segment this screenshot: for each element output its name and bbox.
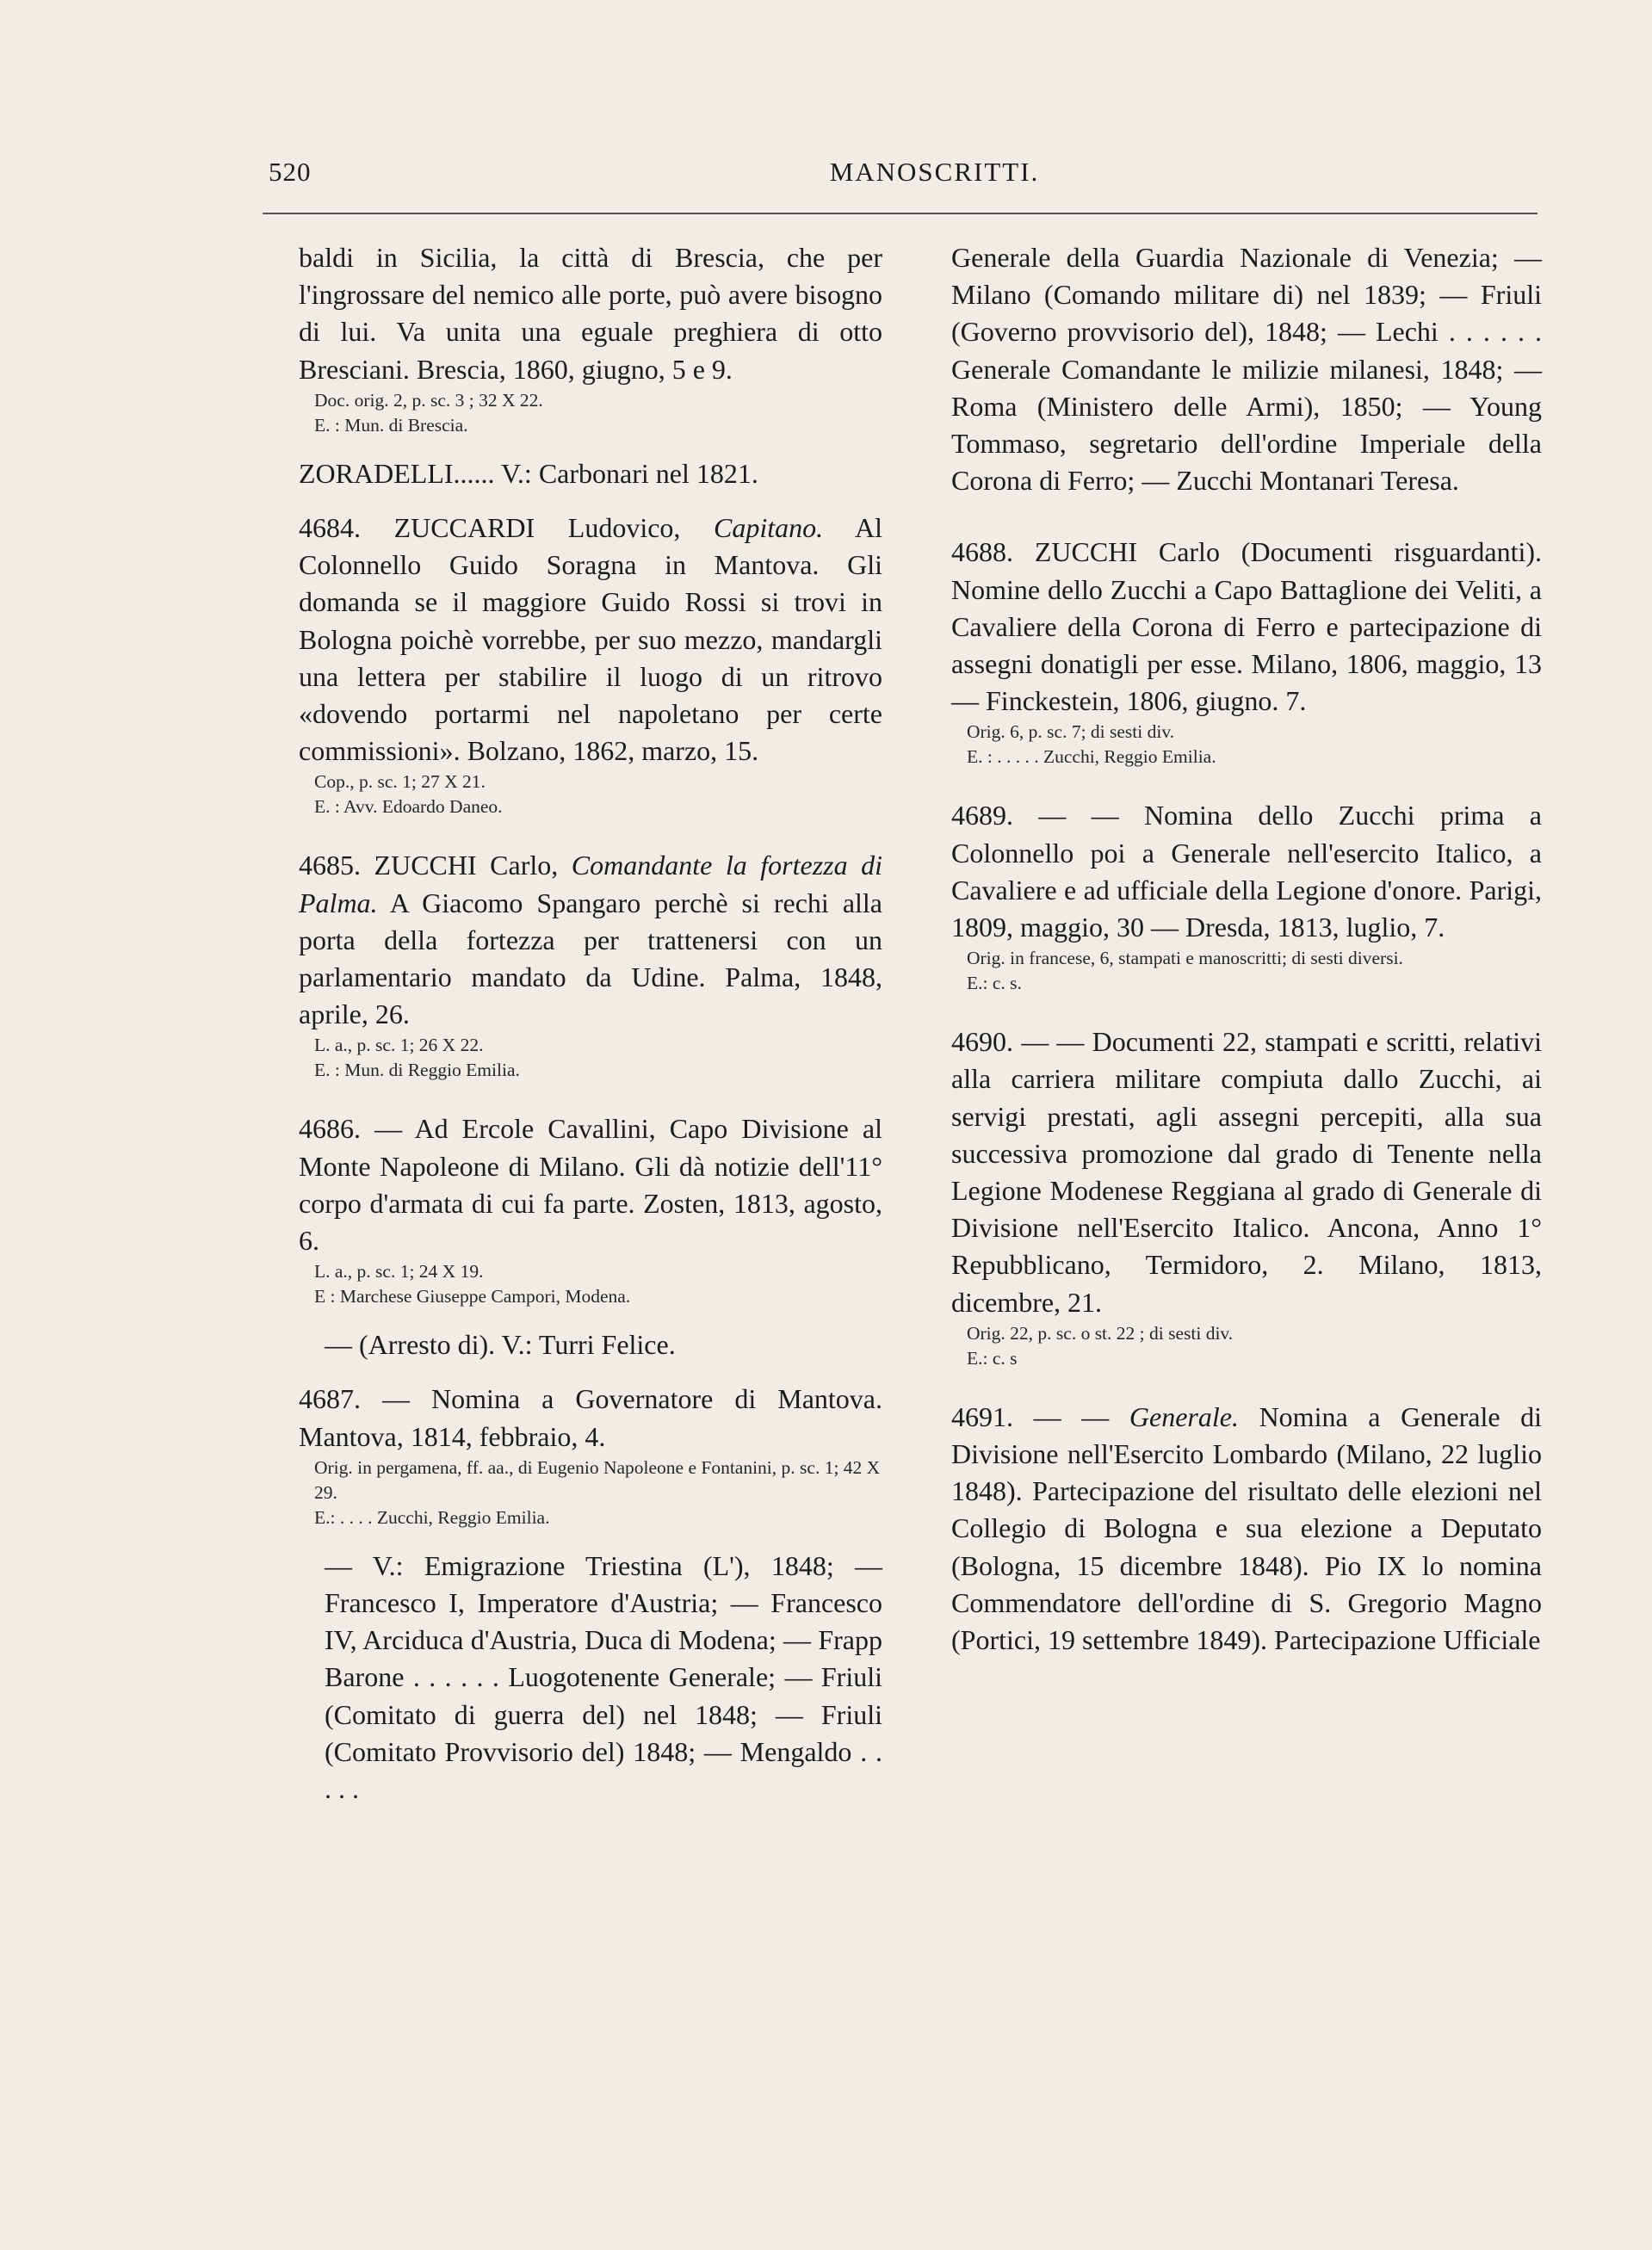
entry-source: E. : Mun. di Reggio Emilia. <box>314 1060 520 1081</box>
entry-number: 4687. <box>299 1383 361 1415</box>
entry-name: ZUCCHI Carlo, <box>374 850 559 881</box>
entry-text: A Giacomo Spangaro perchè si rechi alla porta della fortezza per trattenersi con un parlamentario mandato da Udine. Palma, 1848, aprile, 26. <box>299 887 883 1030</box>
entry-note: L. a., p. sc. 1; 26 X 22. <box>314 1035 484 1056</box>
entry-note: L. a., p. sc. 1; 24 X 19. <box>314 1261 484 1283</box>
entry-source: E.: c. s. <box>967 973 1022 994</box>
entry-text: Al Colonnello Guido Soragna in Mantova. Gli domanda se il maggiore Guido Rossi si trovi in Bologna poichè vorrebbe, per suo mezzo, mandargli una lettera per stabilire il luogo di un ritrovo «dovendo portarmi nel napoletano per certe commissioni». Bolzano, 1862, marzo, 15. <box>299 512 882 767</box>
right-column <box>951 239 1542 1659</box>
entry-number: 4689. <box>951 800 1013 831</box>
entry-note: Orig. 22, p. sc. o st. 22 ; di sesti div. <box>967 1322 1234 1344</box>
entry-text: Nomina a Generale di Divisione nell'Esercito Lombardo (Milano, 22 luglio 1848). Partecipazione del risultato delle elezioni nel Collegio di Bologna e sua elezione a Deputato (Bologna, 15 dicembre 1848). Pio IX lo nomina Commendatore dell'ordine di S. Gregorio Magno (Portici, 19 settembre 1849). Partecipazione Ufficiale <box>951 1400 1543 1656</box>
entry-name: ZUCCARDI Ludovico, <box>393 512 681 544</box>
entry-4684 <box>299 510 882 770</box>
entry-source: E.: . . . . Zucchi, Reggio Emilia. <box>314 1506 550 1528</box>
entry-4691 <box>951 1399 1542 1659</box>
entry-number: 4688. <box>951 536 1013 568</box>
entry-note: Cop., p. sc. 1; 27 X 21. <box>314 771 486 793</box>
entry-dash: — — <box>1033 1400 1110 1432</box>
cross-reference-zoradelli: ZORADELLI...... V.: Carbonari nel 1821. <box>299 457 758 489</box>
running-title: MANOSCRITTI. <box>829 157 1040 187</box>
entry-number: 4690. <box>951 1026 1013 1058</box>
entry-title: Generale. <box>1129 1400 1239 1432</box>
entry-source: E : Marchese Giuseppe Campori, Modena. <box>314 1286 631 1307</box>
entry-title: Comandante la fortezza di Palma. <box>299 850 883 918</box>
entry-4686 <box>299 1110 882 1259</box>
running-head <box>269 157 1540 200</box>
cross-reference-list: — V.: Emigrazione Triestina (L'), 1848; — Francesco I, Imperatore d'Austria; — Francesco IV, Arciduca d'Austria, Duca di Modena; — Frapp Barone . . . . . . Luogotenente Generale; — Friuli (Comitato di guerra del) nel 1848; — Friuli (Comitato Provvisorio del) 1848; — Mengaldo . . . . . <box>325 1549 882 1805</box>
entry-4689 <box>951 797 1542 946</box>
entry-text: — — Nomina dello Zucchi prima a Colonnello poi a Generale nell'esercito Italico, a Cavaliere e ad ufficiale della Legione d'onore. Parigi, 1809, maggio, 30 — Dresda, 1813, luglio, 7. <box>951 800 1543 943</box>
entry-4685 <box>299 847 882 1033</box>
cross-reference-arresto: — (Arresto di). V.: Turri Felice. <box>325 1329 676 1361</box>
entry-text: — Ad Ercole Cavallini, Capo Divisione al Monte Napoleone di Milano. Gli dà notizie dell'11° corpo d'armata di cui fa parte. Zosten, 1813, agosto, 6. <box>299 1113 882 1257</box>
entry-number: 4691. <box>951 1400 1013 1432</box>
entry-note: Orig. 6, p. sc. 7; di sesti div. <box>967 721 1175 743</box>
entry-note: Orig. in pergamena, ff. aa., di Eugenio Napoleone e Fontanini, p. sc. 1; 42 X 29. <box>314 1456 881 1503</box>
entry-4688 <box>951 534 1542 720</box>
page-number: 520 <box>269 157 312 187</box>
entry-source: E. : Avv. Edoardo Daneo. <box>314 796 503 818</box>
entry-text: ZUCCHI Carlo (Documenti risguardanti). Nomine dello Zucchi a Capo Battaglione dei Veliti, a Cavaliere della Corona di Ferro e partecipazione di assegni donatigli per esse. Milano, 1806, maggio, 13 — Finckestein, 1806, giugno. 7. <box>951 536 1543 717</box>
entry-4687 <box>299 1381 882 1455</box>
entry-source: E. : . . . . . Zucchi, Reggio Emilia. <box>967 746 1216 768</box>
entry-text: — — Documenti 22, stampati e scritti, relativi alla carriera militare compiuta dallo Zucchi, ai servigi prestati, agli assegni percepiti, alla sua successiva promozione dal grado di Tenente nella Legione Modenese Reggiana al grado di Generale di Divisione nell'Esercito Italico. Ancona, Anno 1° Repubblicano, Termidoro, 2. Milano, 1813, dicembre, 21. <box>951 1026 1543 1318</box>
entry-text: — Nomina a Governatore di Mantova. Mantova, 1814, febbraio, 4. <box>299 1383 883 1452</box>
entry-number: 4684. <box>299 512 361 544</box>
entry-source: E. : Mun. di Brescia. <box>314 414 468 436</box>
entry-number: 4685. <box>299 850 361 881</box>
header-rule <box>263 213 1538 214</box>
cross-reference-continuation: Generale della Guardia Nazionale di Venezia; — Milano (Comando militare di) nel 1839; — Friuli (Governo provvisorio del), 1848; — Lechi . . . . . . Generale Comandante le milizie milanesi, 1848; — Roma (Ministero delle Armi), 1850; — Young Tommaso, segretario dell'ordine Imperiale della Corona di Ferro; — Zucchi Montanari Teresa. <box>951 242 1542 497</box>
entry-4690 <box>951 1023 1542 1321</box>
entry-note: Doc. orig. 2, p. sc. 3 ; 32 X 22. <box>314 389 543 411</box>
entry-number: 4686. <box>299 1113 361 1145</box>
left-column <box>299 239 882 1808</box>
entry-note: Orig. in francese, 6, stampati e manoscritti; di sesti diversi. <box>967 948 1403 969</box>
entry-source: E.: c. s <box>967 1347 1018 1369</box>
entry-continuation-text: baldi in Sicilia, la città di Brescia, che per l'ingrossare del nemico alle porte, può avere bisogno di lui. Va unita una eguale preghiera di otto Bresciani. Brescia, 1860, giugno, 5 e 9. <box>299 242 882 385</box>
entry-title: Capitano. <box>714 512 824 544</box>
